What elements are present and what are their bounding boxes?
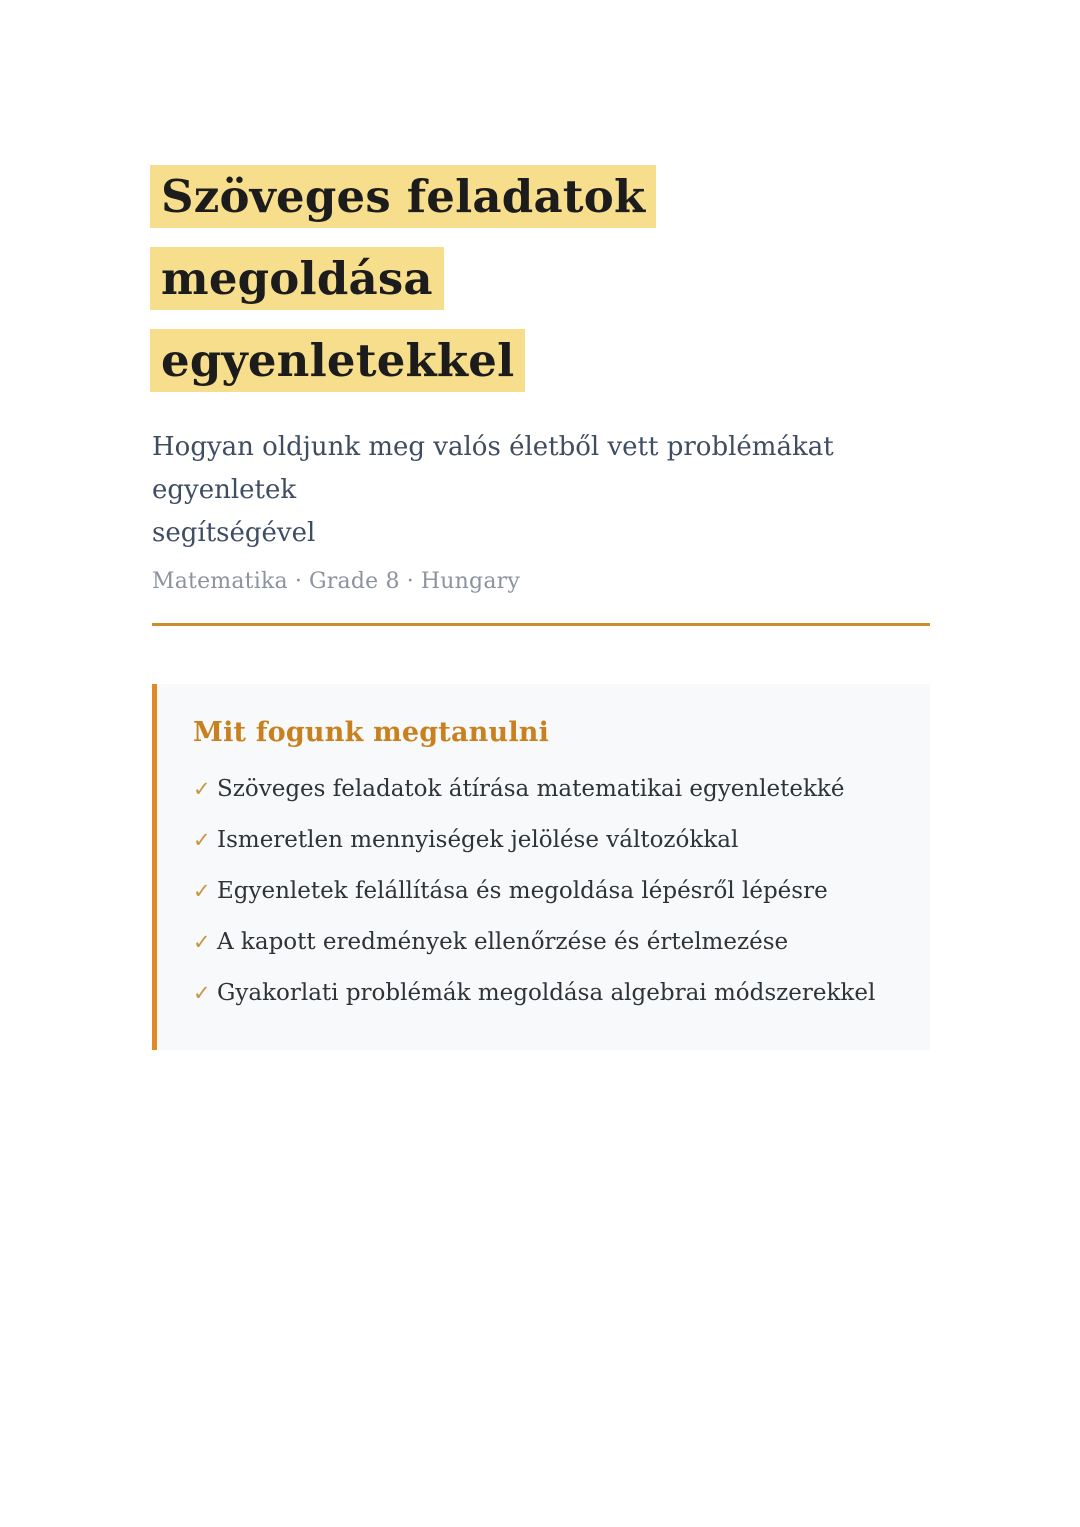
meta-separator: · [406, 569, 414, 594]
check-icon: ✓ [193, 981, 211, 1005]
learning-objectives-card [152, 684, 930, 1050]
list-item [193, 774, 890, 804]
title-line-2: egyenletekkel [161, 334, 515, 387]
list-item-label: Egyenletek felállítása és megoldása lépésről lépésre [217, 878, 828, 904]
check-icon: ✓ [193, 930, 211, 954]
meta-separator: · [294, 569, 303, 594]
subtitle-line-1: Hogyan oldjunk meg valós életből vett problémákat egyenletek [152, 432, 834, 505]
subtitle-line-2: segítségével [152, 518, 316, 548]
meta-grade: Grade 8 [309, 569, 400, 594]
card-heading: Mit fogunk megtanulni [193, 717, 550, 748]
meta-line [152, 569, 930, 594]
check-icon: ✓ [193, 777, 211, 801]
page-title [152, 156, 930, 402]
list-item-label: Gyakorlati problémák megoldása algebrai módszerekkel [217, 980, 876, 1006]
page-subtitle [152, 426, 930, 555]
list-item-label: A kapott eredmények ellenőrzése és értelmezése [217, 929, 789, 955]
check-icon: ✓ [193, 879, 211, 903]
meta-country: Hungary [420, 569, 520, 594]
list-item-label: Szöveges feladatok átírása matematikai egyenletekké [217, 776, 845, 802]
title-line-1: Szöveges feladatok megoldása [161, 170, 646, 305]
meta-subject: Matematika [152, 569, 288, 594]
list-item [193, 978, 890, 1008]
list-item [193, 876, 890, 906]
check-icon: ✓ [193, 828, 211, 852]
lesson-page [152, 0, 930, 1050]
objectives-list [193, 774, 890, 1008]
list-item [193, 825, 890, 855]
list-item [193, 927, 890, 957]
title-highlight [150, 165, 656, 392]
section-divider [152, 623, 930, 626]
list-item-label: Ismeretlen mennyiségek jelölése változókkal [217, 827, 739, 853]
